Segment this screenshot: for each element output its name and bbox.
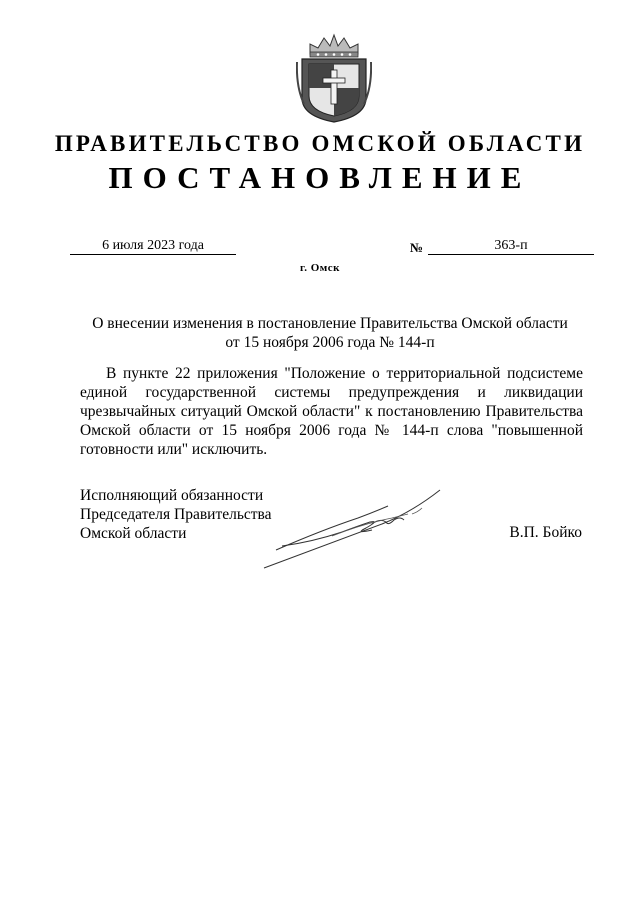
number-label: № <box>410 240 424 255</box>
date-underline <box>70 254 236 255</box>
position-line-1: Исполняющий обязанности <box>80 487 264 504</box>
document-subject <box>80 314 580 352</box>
omsk-coat-of-arms-icon <box>296 32 372 124</box>
document-number: 363-п <box>494 238 528 253</box>
city-label: г. Омск <box>299 262 341 274</box>
handwritten-signature-icon <box>262 484 448 570</box>
document-type-title: ПОСТАНОВЛЕНИЕ <box>108 160 532 195</box>
number-underline <box>428 254 594 255</box>
subject-line-1: О внесении изменения в постановление Правительства Омской области <box>92 315 568 332</box>
document-date: 6 июля 2023 года <box>102 238 204 253</box>
subject-line-2: от 15 ноября 2006 года № 144-п <box>225 334 435 351</box>
organization-title: ПРАВИТЕЛЬСТВО ОМСКОЙ ОБЛАСТИ <box>54 131 586 156</box>
body-paragraph: В пункте 22 приложения "Положение о территориальной подсистеме единой государственной системы предупреждения и ликвидации чрезвычайных ситуаций Омской области" к постановлению Правительства Омской области от 15 ноября 2006 года № 144-п слова "повышенной готовности или" исключить. <box>80 365 583 458</box>
position-line-2: Председателя Правительства <box>80 506 272 523</box>
position-line-3: Омской области <box>80 525 187 542</box>
signatory-name: В.П. Бойко <box>509 524 582 541</box>
